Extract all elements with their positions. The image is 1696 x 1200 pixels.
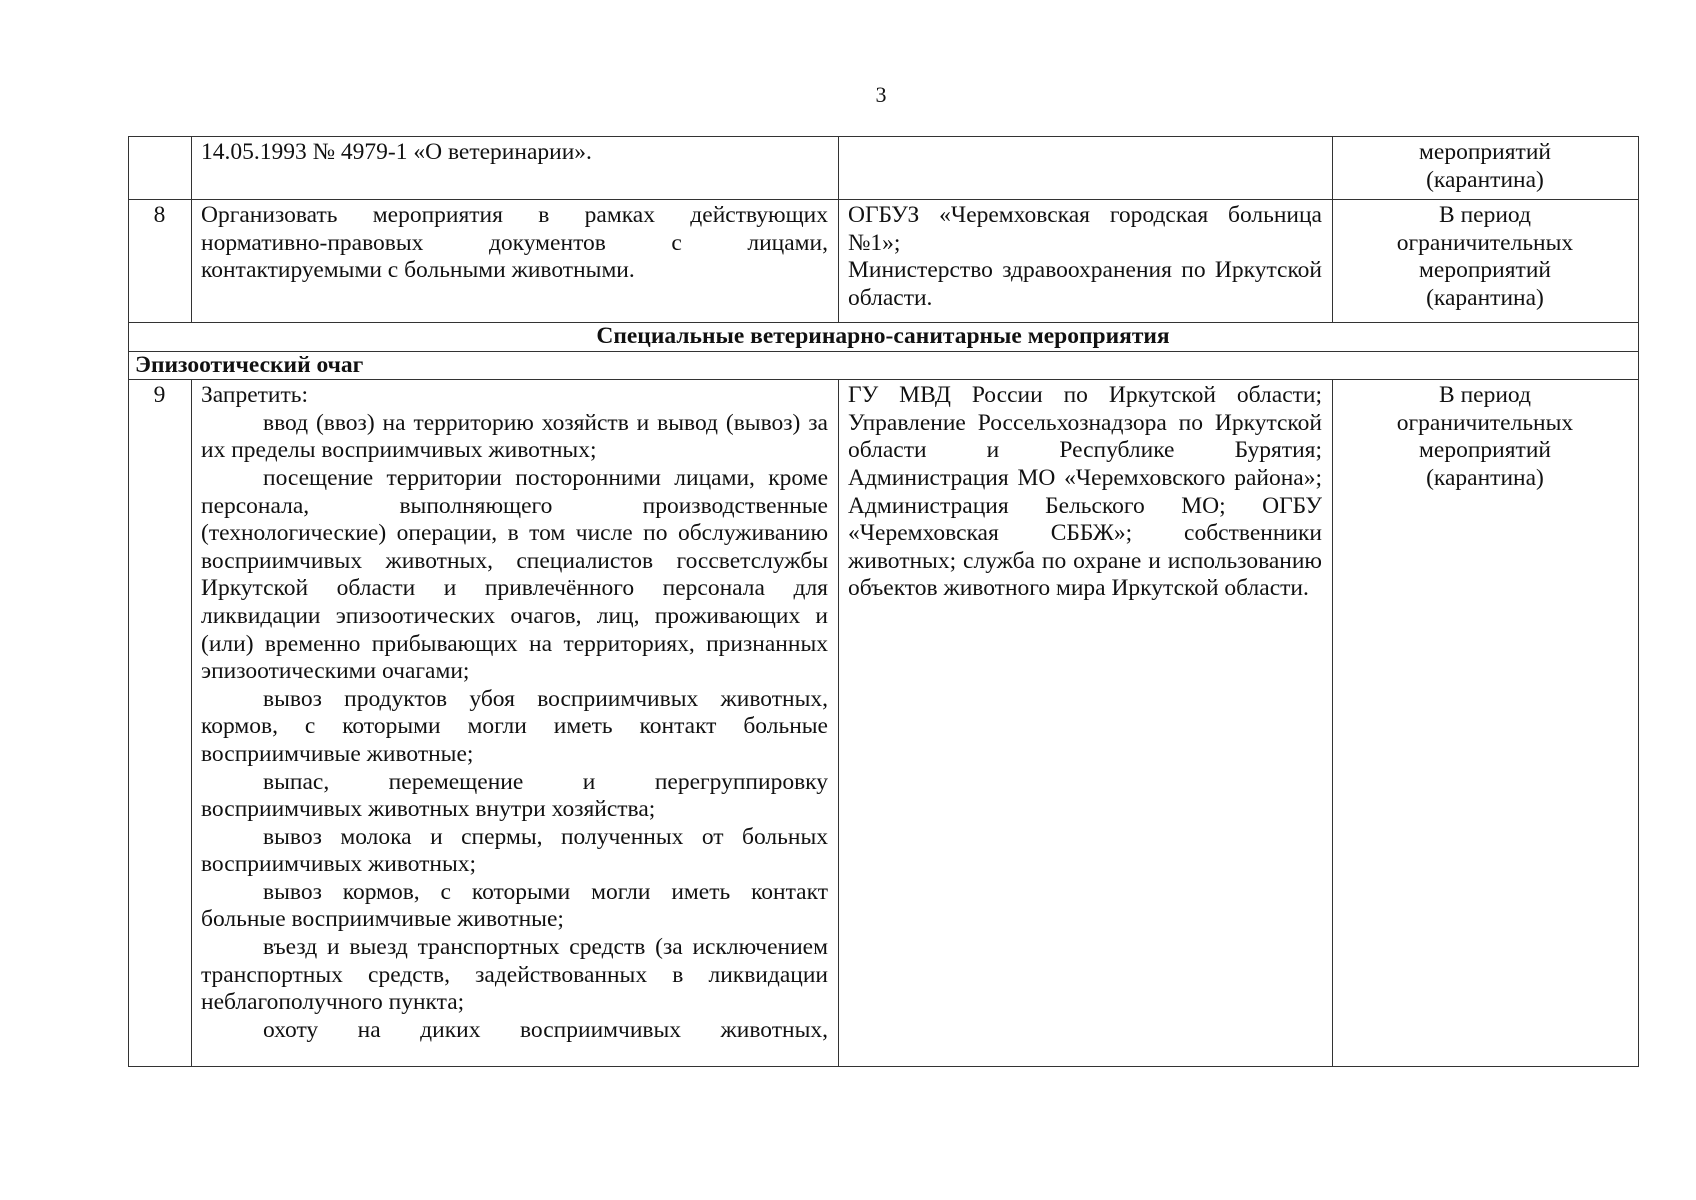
cell-measure bbox=[192, 380, 839, 1067]
cell-responsible bbox=[839, 200, 1333, 323]
table-row-continuation bbox=[129, 137, 1639, 200]
term-line: В период bbox=[1439, 382, 1531, 409]
term-line: (карантина) bbox=[1426, 166, 1544, 193]
table-row-item-9 bbox=[129, 380, 1639, 1067]
measure-list-item: вывоз продуктов убоя восприимчивых животных, кормов, с которыми могли иметь контакт больные восприимчивые животные; bbox=[201, 685, 828, 767]
measure-list-item: ввод (ввоз) на территорию хозяйств и вывод (вывоз) за их пределы восприимчивых животных; bbox=[201, 409, 828, 464]
term-line: (карантина) bbox=[1426, 464, 1544, 491]
term-line: (карантина) bbox=[1426, 284, 1544, 311]
measure-list-item: выпас, перемещение и перегруппировку восприимчивых животных внутри хозяйства; bbox=[201, 768, 828, 823]
cell-measure: Организовать мероприятия в рамках действующих нормативно-правовых документов с лицами, контактируемыми с больными животными. bbox=[192, 200, 839, 323]
measure-list-item: вывоз кормов, с которыми могли иметь контакт больные восприимчивые животные; bbox=[201, 878, 828, 933]
cell-number: 8 bbox=[129, 200, 192, 323]
cell-number: 9 bbox=[129, 380, 192, 1067]
cell-measure: 14.05.1993 № 4979-1 «О ветеринарии». bbox=[192, 137, 839, 200]
term-line: ограничительных bbox=[1396, 229, 1574, 256]
table-row-subsection bbox=[129, 351, 1639, 380]
term-line: В период bbox=[1439, 202, 1531, 228]
measures-table bbox=[128, 136, 1639, 1067]
cell-term bbox=[1333, 200, 1639, 323]
section-title: Специальные ветеринарно-санитарные мероприятия bbox=[129, 323, 1639, 352]
cell-term bbox=[1333, 137, 1639, 200]
term-line: мероприятий bbox=[1419, 139, 1551, 165]
term-line: мероприятий bbox=[1419, 437, 1551, 464]
responsible-entry: Министерство здравоохранения по Иркутской области. bbox=[848, 257, 1322, 311]
page-number: 3 bbox=[875, 82, 887, 107]
measure-list-item: посещение территории посторонними лицами, кроме персонала, выполняющего производственные (технологические) операции, в том числе по обслуживанию восприимчивых животных, специалистов госсветслужбы Иркутской области и привлечённого персонала для ликвидации эпизоотических очагов, лиц, проживающих и (или) временно прибывающих на территориях, признанных эпизоотическими очагами; bbox=[201, 464, 828, 685]
cell-responsible: ГУ МВД России по Иркутской области; Управление Россельхознадзора по Иркутской области и Республике Бурятия; Администрация МО «Черемховского района»; Администрация Бельского МО; ОГБУ «Черемховская СББЖ»; собственники животных; служба по охране и использованию объектов животного мира Иркутской области. bbox=[839, 380, 1333, 1067]
measure-intro: Запретить: bbox=[201, 382, 309, 409]
measure-list-item: вывоз молока и спермы, полученных от больных восприимчивых животных; bbox=[201, 823, 828, 878]
cell-number bbox=[129, 137, 192, 200]
table-row-item-8 bbox=[129, 200, 1639, 323]
term-line: мероприятий bbox=[1419, 257, 1551, 284]
term-line: ограничительных bbox=[1396, 409, 1574, 436]
measure-list-item: охоту на диких восприимчивых животных, bbox=[263, 1016, 828, 1043]
table-row-section bbox=[129, 323, 1639, 352]
cell-responsible bbox=[839, 137, 1333, 200]
cell-term bbox=[1333, 380, 1639, 1067]
subsection-title: Эпизоотический очаг bbox=[129, 351, 1639, 380]
measure-list-item: въезд и выезд транспортных средств (за исключением транспортных средств, задействованных в ликвидации неблагополучного пункта; bbox=[201, 934, 828, 1016]
responsible-entry: ОГБУЗ «Черемховская городская больница №1»; bbox=[848, 202, 1322, 256]
